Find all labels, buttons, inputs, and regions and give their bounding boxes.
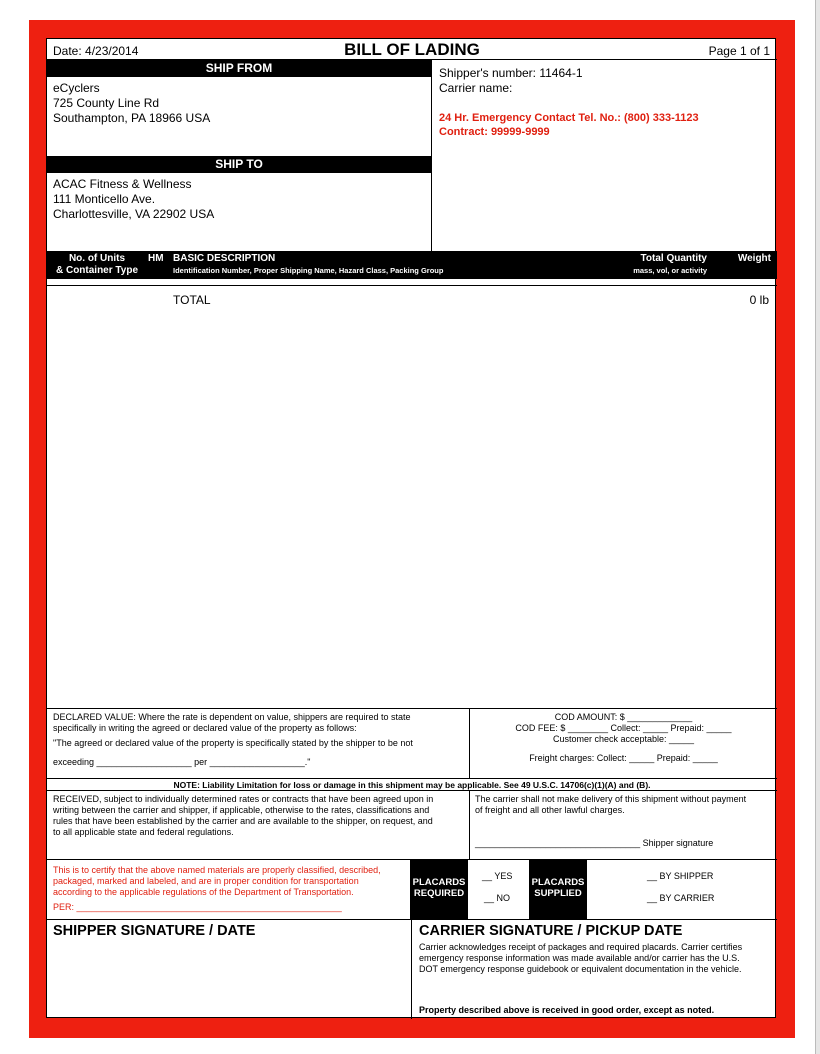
received-line4: to all applicable state and federal regulations.	[53, 827, 234, 837]
cod-fee: COD FEE: $ ________ Collect: _____ Prepaid: _____	[515, 723, 732, 733]
placards-required-line2: REQUIRED	[413, 888, 465, 899]
certify-line1: This is to certify that the above named materials are properly classified, described,	[53, 865, 381, 875]
declared-value-block	[53, 712, 413, 768]
cod-block	[470, 712, 777, 764]
shipper-number: Shipper's number: 11464-1	[439, 66, 583, 80]
placards-by-carrier[interactable]: __ BY CARRIER	[647, 893, 715, 903]
units-header	[53, 253, 141, 277]
carrier-ack-line2: emergency response information was made available and/or carrier has the U.S.	[419, 953, 740, 963]
divider	[411, 919, 412, 1019]
total-value: 0 lb	[749, 293, 769, 307]
declared-line1: DECLARED VALUE: Where the rate is dependent on value, shippers are required to state	[53, 712, 411, 722]
property-received-note: Property described above is received in good order, except as noted.	[419, 1005, 715, 1015]
quantity-header: Total Quantity	[640, 253, 707, 264]
page-number: Page 1 of 1	[708, 44, 770, 58]
ship-from-street: 725 County Line Rd	[53, 96, 160, 110]
quantity-subheader: mass, vol, or activity	[633, 266, 707, 275]
carrier-signature-label[interactable]: CARRIER SIGNATURE / PICKUP DATE	[419, 923, 683, 939]
ship-from-bar	[47, 60, 431, 77]
placards-no[interactable]: __ NO	[484, 893, 511, 903]
divider	[47, 919, 777, 920]
placards-yes[interactable]: __ YES	[482, 871, 513, 881]
ship-to-label: SHIP TO	[215, 157, 263, 171]
certify-line3: according to the applicable regulations of the Department of Transportation.	[53, 887, 354, 897]
units-header-line1: No. of Units	[68, 253, 126, 264]
liability-note: NOTE: Liability Limitation for loss or damage in this shipment may be applicable. See 49 U.S.C. 14706(c)(1)(A) and (B).	[173, 780, 651, 790]
emergency-contact-block	[439, 111, 699, 139]
items-header-bar	[47, 251, 777, 279]
divider	[469, 790, 470, 859]
declared-line3: "The agreed or declared value of the property is specifically stated by the shipper to be not	[53, 738, 413, 748]
ship-to-street: 111 Monticello Ave.	[53, 192, 156, 206]
emergency-contact: 24 Hr. Emergency Contact Tel. No.: (800) 333-1123	[439, 112, 699, 124]
certify-block	[53, 865, 381, 913]
carrier-name: Carrier name:	[439, 81, 513, 95]
received-line2: writing between the carrier and shipper, if applicable, otherwise to the rates, classifications and	[53, 805, 430, 815]
placards-required-box	[410, 859, 468, 919]
placards-required-line1: PLACARDS	[412, 877, 466, 888]
shipper-signature-label[interactable]: SHIPPER SIGNATURE / DATE	[53, 923, 256, 939]
shipper-signature-line[interactable]: _________________________________ Shipper signature	[475, 838, 714, 848]
divider	[47, 790, 777, 791]
bill-of-lading-form	[46, 38, 776, 1018]
carrier-delivery-line2: of freight and all other lawful charges.	[475, 805, 625, 815]
cod-amount: COD AMOUNT: $ _____________	[554, 712, 693, 722]
received-block	[53, 794, 433, 838]
freight-charges: Freight charges: Collect: _____ Prepaid: _____	[529, 753, 718, 763]
weight-header: Weight	[737, 253, 771, 264]
hm-header: HM	[148, 253, 164, 264]
ship-from-label: SHIP FROM	[205, 61, 273, 75]
placards-by-shipper[interactable]: __ BY SHIPPER	[647, 871, 714, 881]
date-label: Date: 4/23/2014	[53, 44, 139, 58]
shipper-info	[439, 66, 583, 96]
ship-from-city: Southampton, PA 18966 USA	[53, 111, 211, 125]
divider	[47, 778, 777, 779]
received-line1: RECEIVED, subject to individually determined rates or contracts that have been agreed upon in	[53, 794, 434, 804]
carrier-acknowledgement	[419, 942, 742, 975]
description-header: BASIC DESCRIPTION	[173, 253, 276, 264]
declared-line2: specifically in writing the agreed or declared value of the property as follows:	[53, 723, 357, 733]
carrier-ack-line3: DOT emergency response guidebook or equivalent documentation in the vehicle.	[419, 964, 742, 974]
ship-from-name: eCyclers	[53, 81, 100, 95]
description-subheader: Identification Number, Proper Shipping Name, Hazard Class, Packing Group	[173, 266, 444, 275]
units-header-line2: & Container Type	[55, 265, 139, 276]
placards-supplied-line2: SUPPLIED	[534, 888, 582, 899]
contract-number: Contract: 99999-9999	[439, 126, 550, 138]
carrier-delivery-line1: The carrier shall not make delivery of this shipment without payment	[475, 794, 747, 804]
certify-per[interactable]: PER: _____________________________________________________	[53, 902, 342, 912]
document-title: BILL OF LADING	[344, 40, 480, 59]
customer-check: Customer check acceptable: _____	[552, 734, 695, 744]
certify-line2: packaged, marked and labeled, and are in proper condition for transportation	[53, 876, 359, 886]
carrier-ack-line1: Carrier acknowledges receipt of packages and required placards. Carrier certifies	[419, 942, 743, 952]
ship-to-bar	[47, 156, 431, 173]
divider	[431, 59, 432, 251]
ship-to-name: ACAC Fitness & Wellness	[53, 177, 192, 191]
divider	[47, 285, 777, 286]
total-label: TOTAL	[173, 293, 211, 307]
placards-supplied-line1: PLACARDS	[531, 877, 585, 888]
declared-line4: exceeding ___________________ per ___________________."	[53, 757, 311, 767]
ship-to-city: Charlottesville, VA 22902 USA	[53, 207, 215, 221]
carrier-delivery-block	[475, 794, 746, 816]
page-shadow	[816, 0, 820, 1054]
ship-to-address	[53, 177, 214, 222]
placards-supplied-box	[529, 859, 587, 919]
divider	[47, 708, 777, 709]
ship-from-address	[53, 81, 210, 126]
received-line3: rules that have been established by the carrier and are available to the shipper, on request, and	[53, 816, 433, 826]
